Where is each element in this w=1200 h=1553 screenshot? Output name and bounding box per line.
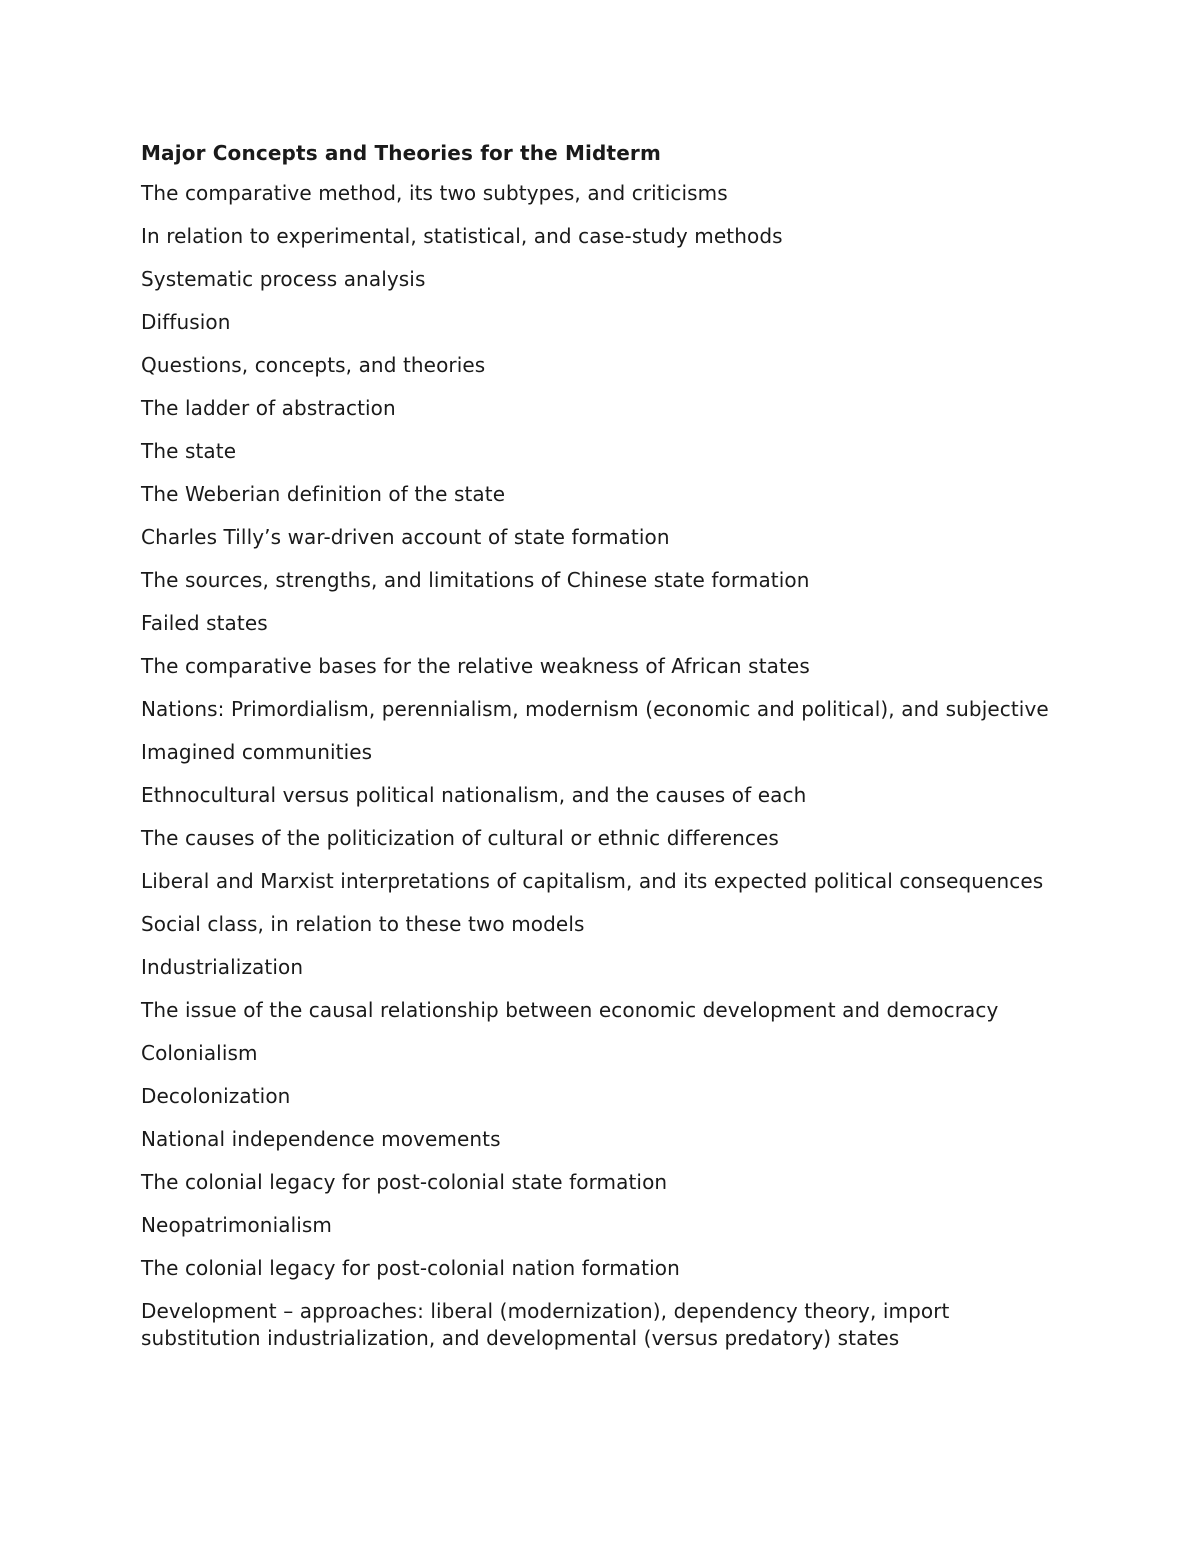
- concept-item: Liberal and Marxist interpretations of capitalism, and its expected political consequences: [141, 869, 1044, 893]
- concept-item: The state: [141, 439, 237, 463]
- concept-item: Colonialism: [141, 1041, 258, 1065]
- concept-item: Imagined communities: [141, 740, 373, 764]
- concept-item: In relation to experimental, statistical, and case-study methods: [141, 224, 783, 248]
- concept-item: Systematic process analysis: [141, 267, 426, 291]
- concept-item: The causes of the politicization of cultural or ethnic differences: [141, 826, 779, 850]
- concept-item: Questions, concepts, and theories: [141, 353, 486, 377]
- concept-item: The colonial legacy for post-colonial nation formation: [141, 1256, 680, 1280]
- concept-item: The comparative method, its two subtypes, and criticisms: [141, 181, 728, 205]
- concept-item: Diffusion: [141, 310, 231, 334]
- concept-item: Social class, in relation to these two models: [141, 912, 585, 936]
- document-title: Major Concepts and Theories for the Midterm: [141, 141, 661, 165]
- concept-item: The ladder of abstraction: [141, 396, 396, 420]
- concept-item: Industrialization: [141, 955, 304, 979]
- concept-item: Decolonization: [141, 1084, 291, 1108]
- concept-list: [141, 180, 1071, 1352]
- concept-item: Ethnocultural versus political nationalism, and the causes of each: [141, 783, 807, 807]
- concept-item: Charles Tilly’s war-driven account of state formation: [141, 525, 670, 549]
- concept-item: The issue of the causal relationship between economic development and democracy: [141, 998, 999, 1022]
- concept-item: Nations: Primordialism, perennialism, modernism (economic and political), and subjective: [141, 697, 1049, 721]
- concept-item: Failed states: [141, 611, 268, 635]
- concept-item: The sources, strengths, and limitations of Chinese state formation: [141, 568, 810, 592]
- concept-item: Neopatrimonialism: [141, 1213, 332, 1237]
- concept-item: The Weberian definition of the state: [141, 482, 506, 506]
- concept-item: Development – approaches: liberal (modernization), dependency theory, import substitution industrialization, and developmental (versus predatory) states: [141, 1299, 950, 1350]
- concept-item: The comparative bases for the relative weakness of African states: [141, 654, 810, 678]
- concept-item: The colonial legacy for post-colonial state formation: [141, 1170, 668, 1194]
- document-page: [141, 138, 1071, 1368]
- concept-item: National independence movements: [141, 1127, 501, 1151]
